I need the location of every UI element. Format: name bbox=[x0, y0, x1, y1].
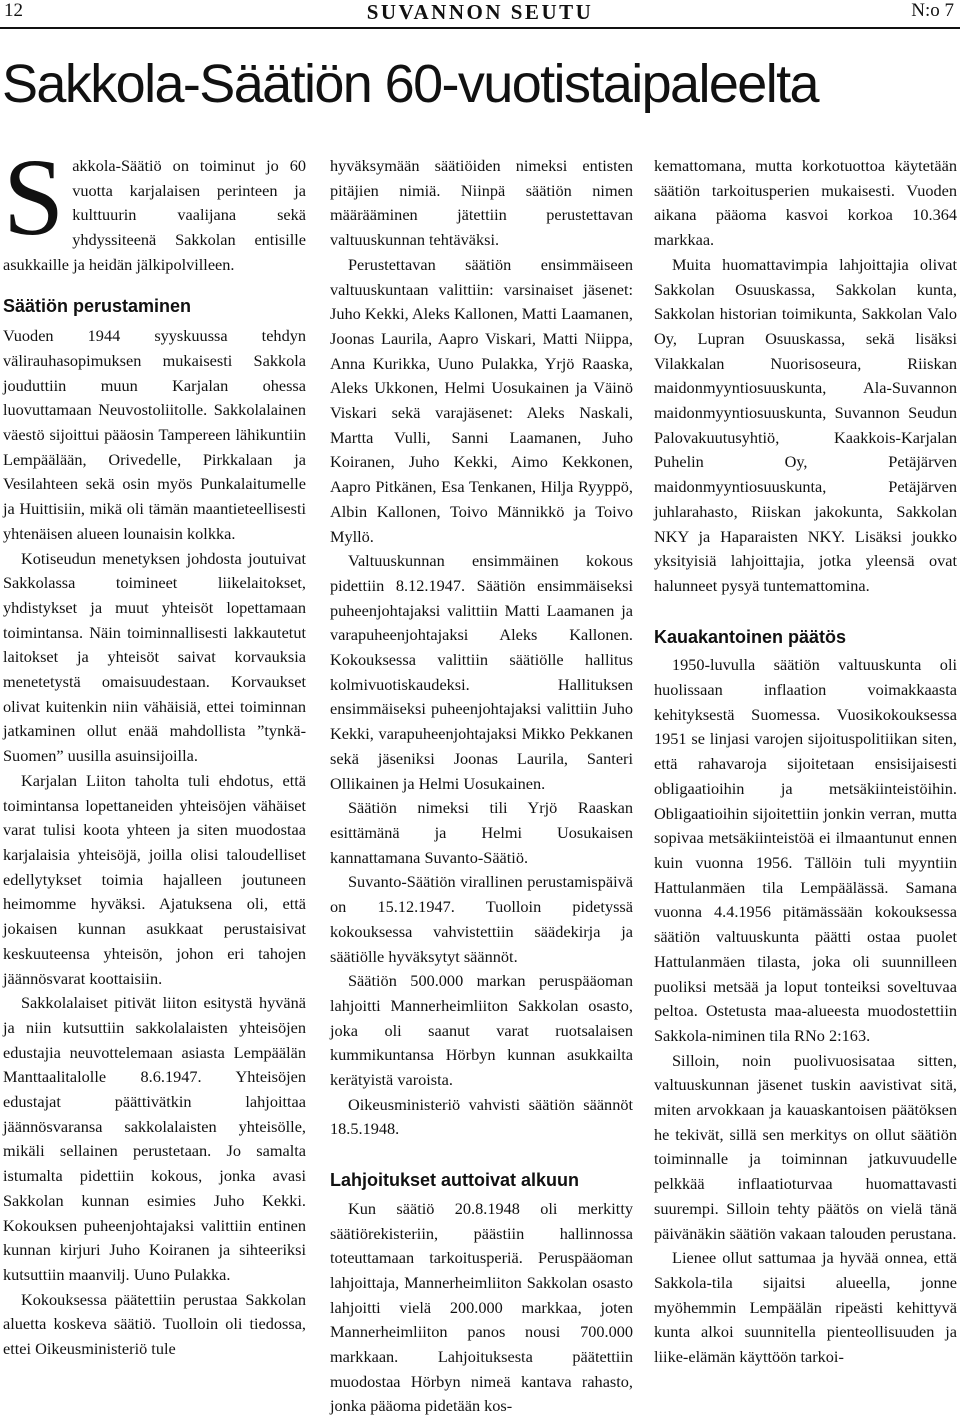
intro-paragraph bbox=[3, 136, 306, 278]
drop-cap: S bbox=[3, 136, 65, 258]
body-paragraph: kemattomana, mutta korkotuottoa käytetään säätiön tarkoitusperien mukaisesti. Vuoden aikana pääoma kasvoi korkoa 10.364 markkaa. bbox=[654, 156, 957, 250]
page-header bbox=[0, 0, 960, 26]
body-paragraph: Kokouksessa päätettiin perustaa Sakkolan aluetta koskeva säätiö. Tuolloin oli tiedossa, ettei Oikeusministeriö tule bbox=[3, 1289, 306, 1359]
body-paragraph: Sakkolalaiset pitivät liiton esitystä hyvänä ja niin kutsuttiin sakkolalaisten yhteisöjen edustajia neuvottelemaan asiasta Lempäälän Manttaalitalolle 8.6.1947. Yhteisöjen edustajat päättivätkin lahjoittaa jäännösvaransa sakkolalaisten yhteisölle, mikäli sellainen perustetaan. Jo samalta istumalta pidettiin kokous, jonka avasi Sakkolan kunnan esimies Juho Kekki. Kokouksen puheenjohtajaksi valittiin entinen kunnan kirjuri Juho Koiranen ja sihteeriksi kutsuttiin maanvilj. Uuno Pulakka. bbox=[3, 993, 306, 1284]
article-column-2 bbox=[330, 154, 633, 1419]
body-paragraph: Silloin, noin puolivuosisataa sitten, valtuuskunnan jäsenet tuskin aavistivat sitä, miten arvokkaan ja kauaskantoisen päätöksen he tekivät, sillä sen merkitys on ollut säätiön toiminnalle ja toiminnan jatkuvuudelle pelkkää inflaatioturvaa huomattavasti suurempi. Silloin tehty päätös on vielä tänä päivänäkin säätiön vakaan talouden perustana. bbox=[654, 1050, 957, 1243]
body-paragraph: Säätiön 500.000 markan peruspääoman lahjoitti Mannerheimliiton Sakkolan osasto, joka oli saanut varat ruotsalaisen kummikuntansa Hörbyn kunnan asukkailta kerätyistä varoista. bbox=[330, 971, 633, 1090]
body-paragraph: 1950-luvulla säätiön valtuuskunta oli huolissaan inflaation voimakkaasta kehityksestä Suomessa. Vuosikokouksessa 1951 se linjasi varojen sijoituspolitiikan siten, että rahavaroja sijoitetaan ensisijaisesti obligaatioihin ja metsäkiinteistöihin. Obligaatioihin sijoitettiin jonkin verran, mutta sopivaa metsäkiinteistöä ei ilmaantunut ennen kuin vuonna 1956. Tällöin tuli myyntiin Hattulanmäen tila Lempäälässä. Samana vuonna 4.4.1956 pitämässään kokouksessa säätiön valtuuskunta päätti ostaa puolet Hattulanmäen tilasta, joka oli suunnilleen puoliksi metsää ja loput tonteiksi soveltuvaa peltoa. Ostetusta maa-alueesta muodostettiin Sakkola-niminen tila RNo 2:163. bbox=[654, 655, 957, 1045]
body-paragraph: Muita huomattavimpia lahjoittajia olivat Sakkolan Osuuskassa, Sakkolan kunta, Sakkolan historian toimikunta, Sakkolan Valo Oy, Lupran Osuuskassa, sekä lisäksi Vilakkalan Nuorisoseura, Riiskan maidonmyyntiosuuskunta, Ala-Suvannon maidonmyyntiosuuskunta, Suvannon Seudun Palovakuutusyhtiö, Kaakkois-Karjalan Puhelin Oy, Petäjärven maidonmyyntiosuuskunta, Petäjärven juhlarahasto, Riiskan jakokunta, Sakkolan NKY ja Haparaisten NKY. Lisäksi joukko yksityisiä lahjoittajia, jotka yleensä ovat halunneet pysyä tuntemattomina. bbox=[654, 254, 957, 595]
article-headline: Sakkola-Säätiön 60-vuotistaipaleelta bbox=[2, 54, 818, 114]
body-paragraph: Säätiön nimeksi tili Yrjö Raaskan esittämänä ja Helmi Uosukaisen kannattamana Suvanto-Säätiö. bbox=[330, 798, 633, 867]
body-paragraph: Kun säätiö 20.8.1948 oli merkitty säätiörekisteriin, päästiin hallinnossa toteuttamaan tarkoitusperiä. Peruspääoman lahjoittaja, Mannerheimliiton Sakkolan osasto lahjoitti vielä 200.000 markkaa, joten Mannerheimliiton panos nousi 700.000 markkaan. Lahjoituksesta päätettiin muodostaa Hörbyn nimeä kantava rahasto, jonka pääoma pidetään kos- bbox=[330, 1198, 633, 1416]
subheading-lahjoitukset: Lahjoitukset auttoivat alkuun bbox=[330, 1170, 580, 1191]
body-paragraph: Valtuuskunnan ensimmäinen kokous pidettiin 8.12.1947. Säätiön ensimmäiseksi puheenjohtajaksi valittiin Matti Laamanen ja varapuheenjohtajaksi Aleks Kallonen. Kokouksessa valittiin säätiölle hallitus kolmivuotiskaudeksi. Hallituksen ensimmäiseksi puheenjohtajaksi valittiin Juho Kekki, varapuheenjohtajaksi Mikko Pekkanen sekä jäseniksi Joonas Laurila, Santeri Ollikainen ja Helmi Uosukainen. bbox=[330, 551, 633, 793]
issue-number: N:o 7 bbox=[911, 0, 954, 21]
subheading-perustaminen: Säätiön perustaminen bbox=[3, 295, 192, 316]
subheading-kauakantoinen: Kauakantoinen päätös bbox=[654, 626, 847, 647]
body-paragraph: Kotiseudun menetyksen johdosta joutuivat Sakkolassa toimineet liikelaitokset, yhdistykset ja muut yhteisöt lopettamaan toimintansa. Näin toiminnallisesti lakkautetut laitokset ja yhteisöt saivat korvauksia menetetystä omaisuudestaan. Korvaukset olivat kuitenkin niin vähäisiä, ettei toiminnan jatkaminen ollut enää mahdollista ”tynkä-Suomen” uusilla asuinsijoilla. bbox=[3, 548, 306, 766]
header-rule bbox=[0, 27, 960, 29]
body-paragraph: Suvanto-Säätiön virallinen perustamispäivä on 15.12.1947. Tuolloin pidetyssä kokouksessa vahvistettiin säädekirja ja säätiölle hyväksytyt säännöt. bbox=[330, 872, 633, 966]
article-column-1 bbox=[3, 136, 306, 1362]
body-paragraph: hyväksymään säätiöiden nimeksi entisten pitäjien nimiä. Niinpä säätiön nimen määrääminen jätettiin perustettavan valtuuskunnan tehtäväksi. bbox=[330, 156, 633, 250]
body-paragraph: Perustettavan säätiön ensimmäiseen valtuuskuntaan valittiin: varsinaiset jäsenet: Juho Kekki, Aleks Kallonen, Matti Laamanen, Joonas Laurila, Aapro Viskari, Matti Niippa, Anna Kurikka, Uuno Pulakka, Yrjö Raaska, Aleks Ukkonen, Helmi Uosukainen ja Väinö Viskari sekä varajäsenet: Aleks Naskali, Martta Vulli, Sanni Laamanen, Juho Koiranen, Juho Kekki, Aimo Kekkonen, Aapro Pitkänen, Esa Tenkanen, Hilja Ryyppö, Albin Kallonen, Toivo Männikkö ja Toivo Myllö. bbox=[330, 254, 633, 546]
body-paragraph: Vuoden 1944 syyskuussa tehdyn välirauhasopimuksen mukaisesti Sakkola jouduttiin muun Karjalan ohessa luovuttamaan Neuvostoliitolle. Sakkolalainen väestö sijoittui pääosin Tampereen lähikuntiin Lempäälään, Orivedelle, Pirkkalaan ja Vesilahteen sekä osin myös Punkalaitumelle ja Huittisiin, mikä oli tämän maantieteellisesti yhtenäisen alueen lounaisin kolkka. bbox=[3, 326, 306, 543]
intro-text: akkola-Säätiö on toiminut jo 60 vuotta karjalaisen perinteen ja kulttuurin vaalijana sekä yhdyssiteenä Sakkolan entisille asukkaille ja heidän jälkipolvilleen. bbox=[3, 156, 306, 274]
newspaper-name: SUVANNON SEUTU bbox=[366, 0, 594, 24]
body-paragraph: Lienee ollut sattumaa ja hyvää onnea, että Sakkola-tila sijaitsi alueella, jonne myöhemmin Lempäälän ripeästi kehittyvä kunta alkoi suunnitella pienteollisuuden ja liike-elämän käyttöön tarkoi- bbox=[654, 1248, 957, 1367]
article-column-3 bbox=[654, 154, 957, 1370]
page-number: 12 bbox=[4, 0, 23, 21]
body-paragraph: Oikeusministeriö vahvisti säätiön säännöt 18.5.1948. bbox=[330, 1094, 633, 1139]
body-paragraph: Karjalan Liiton taholta tuli ehdotus, että toimintansa lopettaneiden yhteisöjen vähäiset varat tulisi koota yhteen ja siten muodostaa karjalaisia yhteisöjä, joilla olisi taloudelliset edellytykset toimia hajalleen joutuneen heimomme hyväksi. Ajatuksena oli, että jokaisen kunnan asukkaat perustaisivat keskuuteensa yhteisön, johon eri tahojen jäännösvarat koottaisiin. bbox=[3, 770, 306, 988]
